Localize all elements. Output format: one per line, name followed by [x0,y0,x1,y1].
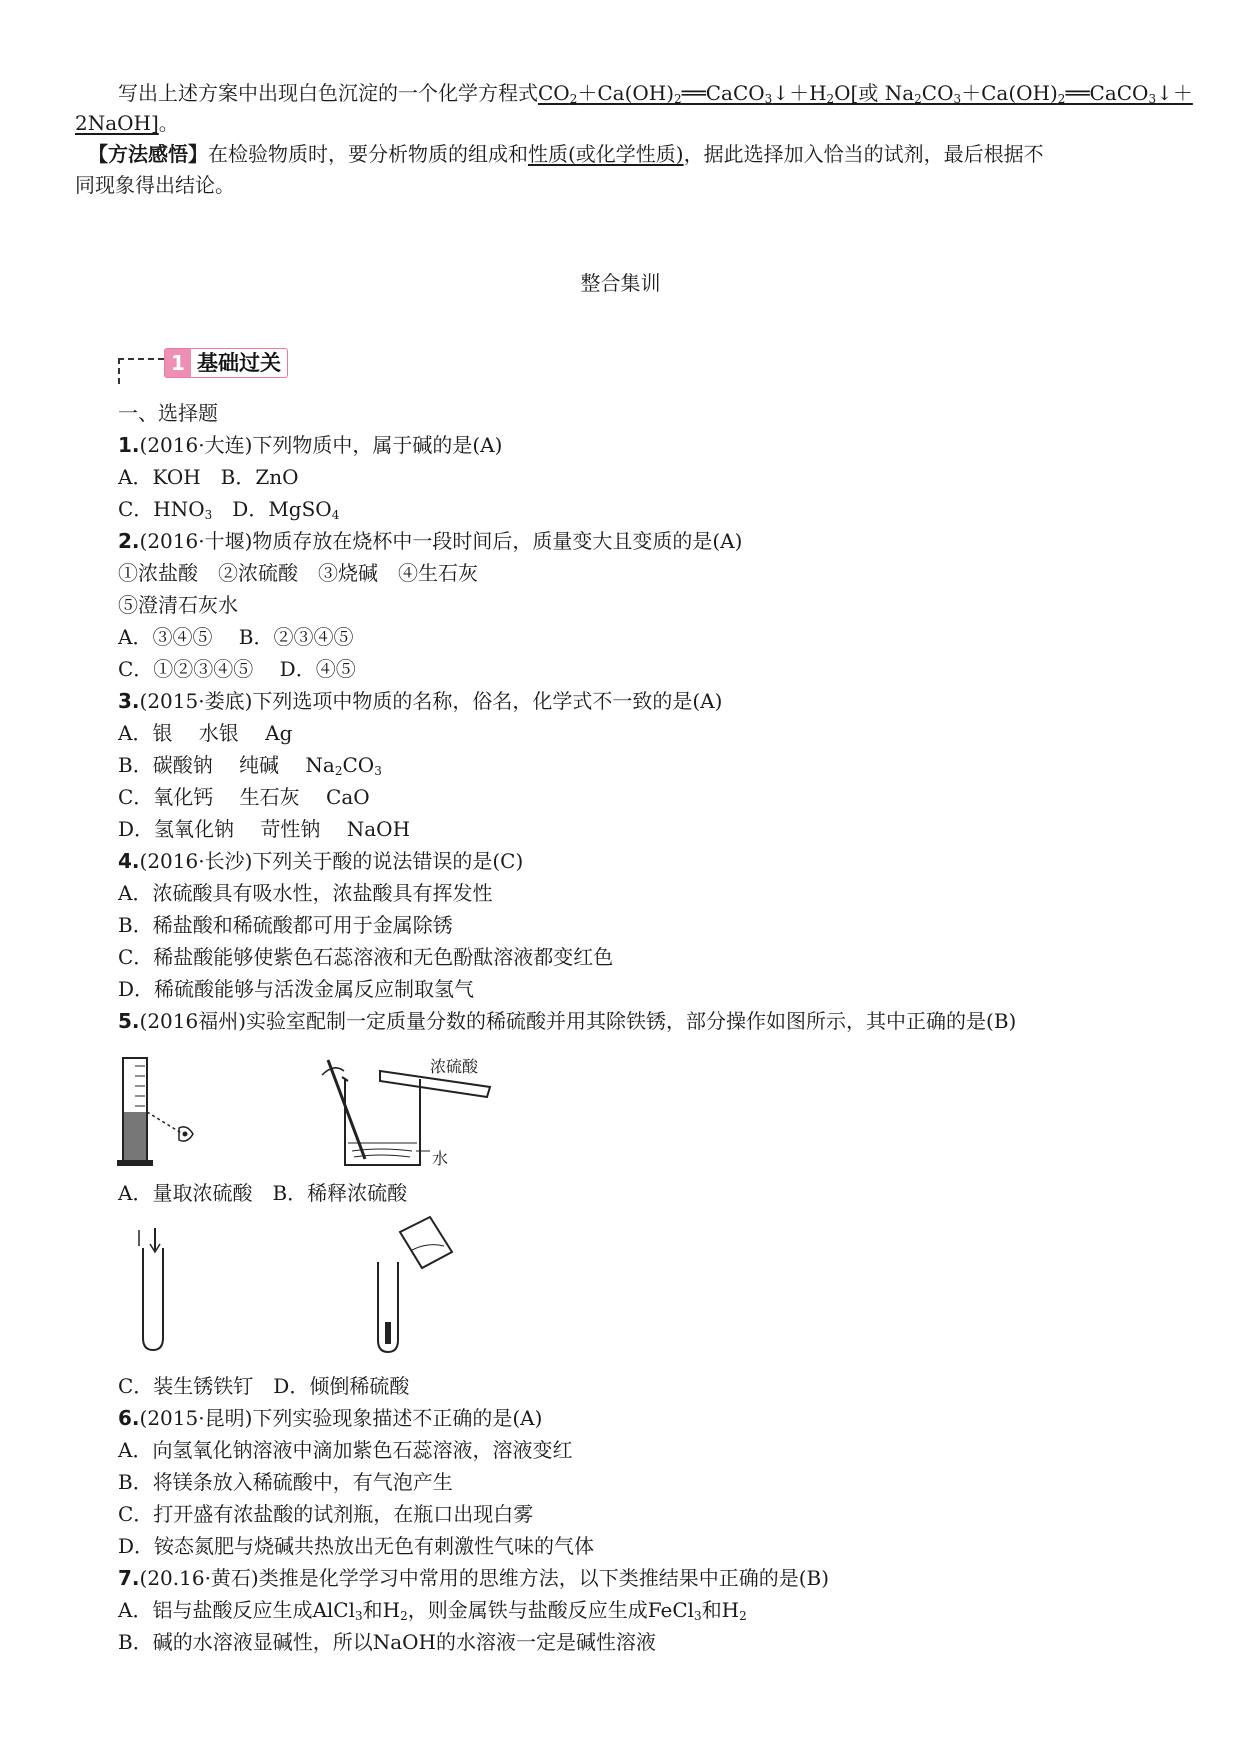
question-3 [118,688,722,714]
method-line-1 [88,141,1044,167]
q2-items-2: ⑤澄清石灰水 [118,593,238,617]
method-line-2: 同现象得出结论。 [75,173,235,197]
question-stem: (20.16·黄石)类推是化学学习中常用的思维方法，以下类推结果中正确的是(B) [139,1566,830,1590]
q6-option-a: A．向氢氧化钠溶液中滴加紫色石蕊溶液，溶液变红 [118,1438,573,1462]
badge-dash-line-vertical [118,358,120,384]
badge-box [164,348,288,378]
q4-option-a: A．浓硫酸具有吸水性，浓盐酸具有挥发性 [118,881,493,905]
q4-option-b: B．稀盐酸和稀硫酸都可用于金属除锈 [118,913,453,937]
intro-line-1 [118,80,1193,106]
sight-line [147,1112,183,1134]
badge-label: 基础过关 [197,350,281,375]
question-4 [118,848,523,874]
cylinder-liquid [124,1112,146,1161]
badge-number: 1 [165,349,191,377]
question-number: 5. [118,1009,140,1033]
q3-option-c: C．氧化钙 生石灰 CaO [118,785,370,809]
q7-a-text-2: 和H [362,1598,401,1622]
q3-option-d: D．氢氧化钠 苛性钠 NaOH [118,817,411,841]
q3-option-b: B．碳酸钠 纯碱 $Na_2CO_3$ [118,753,382,778]
q1-options-ab: A．KOH B．ZnO [118,465,299,489]
question-2 [118,528,742,554]
question-number: 3. [118,689,140,713]
method-text-b: ，据此选择加入恰当的试剂，最后根据不 [683,142,1044,166]
q6-option-b: B．将镁条放入稀硫酸中，有气泡产生 [118,1470,453,1494]
question-5 [118,1008,1016,1034]
question-number: 2. [118,529,140,553]
intro-prompt: 写出上述方案中出现白色沉淀的一个化学方程式 [118,81,538,105]
q4-option-c: C．稀盐酸能够使紫色石蕊溶液和无色酚酞溶液都变红色 [118,945,614,969]
equation-answer-cont: 2NaOH] [75,111,159,135]
q6-option-c: C．打开盛有浓盐酸的试剂瓶，在瓶口出现白雾 [118,1502,534,1526]
part-heading: 一、选择题 [118,401,218,425]
measuring-cylinder-figure [115,1052,205,1172]
q7-a-text-3: ，则金属铁与盐酸反应生成FeCl [407,1598,695,1622]
q5-caption-ab: A．量取浓硫酸 B．稀释浓硫酸 [118,1181,408,1205]
question-6 [118,1405,542,1431]
q6-option-d: D．铵态氮肥与烧碱共热放出无色有刺激性气味的气体 [118,1534,595,1558]
question-stem: (2015·昆明)下列实验现象描述不正确的是(A) [139,1406,543,1430]
question-number: 1. [118,433,140,457]
beaker [345,1079,420,1165]
q2-options-cd: C．①②③④⑤ D．④⑤ [118,657,356,681]
question-stem: (2016·十堰)物质存放在烧杯中一段时间后，质量变大且变质的是(A) [139,529,743,553]
test-tube [143,1248,163,1350]
question-1 [118,432,502,458]
nail-in-tube [385,1322,391,1344]
q4-option-d: D．稀硫酸能够与活泼金属反应制取氢气 [118,977,475,1001]
method-answer: 性质(或化学性质) [528,142,684,166]
question-number: 7. [118,1566,140,1590]
equation-answer: $CO_2+Ca(OH)_2══CaCO_3↓+H_2O$[或 $Na_2CO_3+Ca(OH)_2══CaCO_3↓+$ [538,81,1193,106]
q2-options-ab: A．③④⑤ B．②③④⑤ [118,625,354,649]
q1-options-cd: C．$HNO_3$ D．MgSO$_4$ [118,497,340,522]
pouring-test-tube-figure [370,1212,480,1362]
question-number: 6. [118,1406,140,1430]
intro-line-2 [75,110,179,136]
dilution-beaker-figure [320,1055,510,1175]
section-badge [118,348,298,382]
q1-option-d: D．MgSO [212,497,332,521]
question-number: 4. [118,849,140,873]
q3-option-a: A．银 水银 Ag [118,721,293,745]
intro-period: 。 [158,111,179,135]
label-concentrated-acid: 浓硫酸 [430,1057,479,1076]
label-water: 水 [432,1149,449,1168]
q2-items-1: ①浓盐酸 ②浓硫酸 ③烧碱 ④生石灰 [118,561,478,585]
question-stem: (2016·大连)下列物质中，属于碱的是(A) [139,433,503,457]
method-tag: 【方法感悟】 [88,142,208,166]
section-title: 整合集训 [580,271,661,295]
glass-rod [328,1060,365,1159]
test-tube-nail-figure [135,1228,175,1358]
badge-dash-line [118,358,164,360]
q5-caption-cd: C．装生锈铁钉 D．倾倒稀硫酸 [118,1374,410,1398]
q3-option-b-text: B．碳酸钠 纯碱 Na [118,753,335,777]
q7-a-text-1: A．铝与盐酸反应生成AlCl [118,1598,355,1622]
cylinder-base [117,1160,153,1166]
tilted-beaker [400,1217,452,1268]
q7-a-text-4: 和H [701,1598,740,1622]
method-text-a: 在检验物质时，要分析物质的组成和 [208,142,528,166]
question-stem: (2016·长沙)下列关于酸的说法错误的是(C) [139,849,524,873]
q7-option-b: B．碱的水溶液显碱性，所以NaOH的水溶液一定是碱性溶液 [118,1630,656,1654]
q7-option-a: A．铝与盐酸反应生成AlCl$_3$和$H_2$，则金属铁与盐酸反应生成FeCl$_3$和$H_2$ [118,1598,747,1623]
question-stem: (2016福州)实验室配制一定质量分数的稀硫酸并用其除铁锈，部分操作如图所示，其中正确的是(B) [139,1009,1017,1033]
question-7 [118,1565,829,1591]
question-stem: (2015·娄底)下列选项中物质的名称，俗名，化学式不一致的是(A) [139,689,723,713]
q1-option-c: C．HNO [118,497,205,521]
